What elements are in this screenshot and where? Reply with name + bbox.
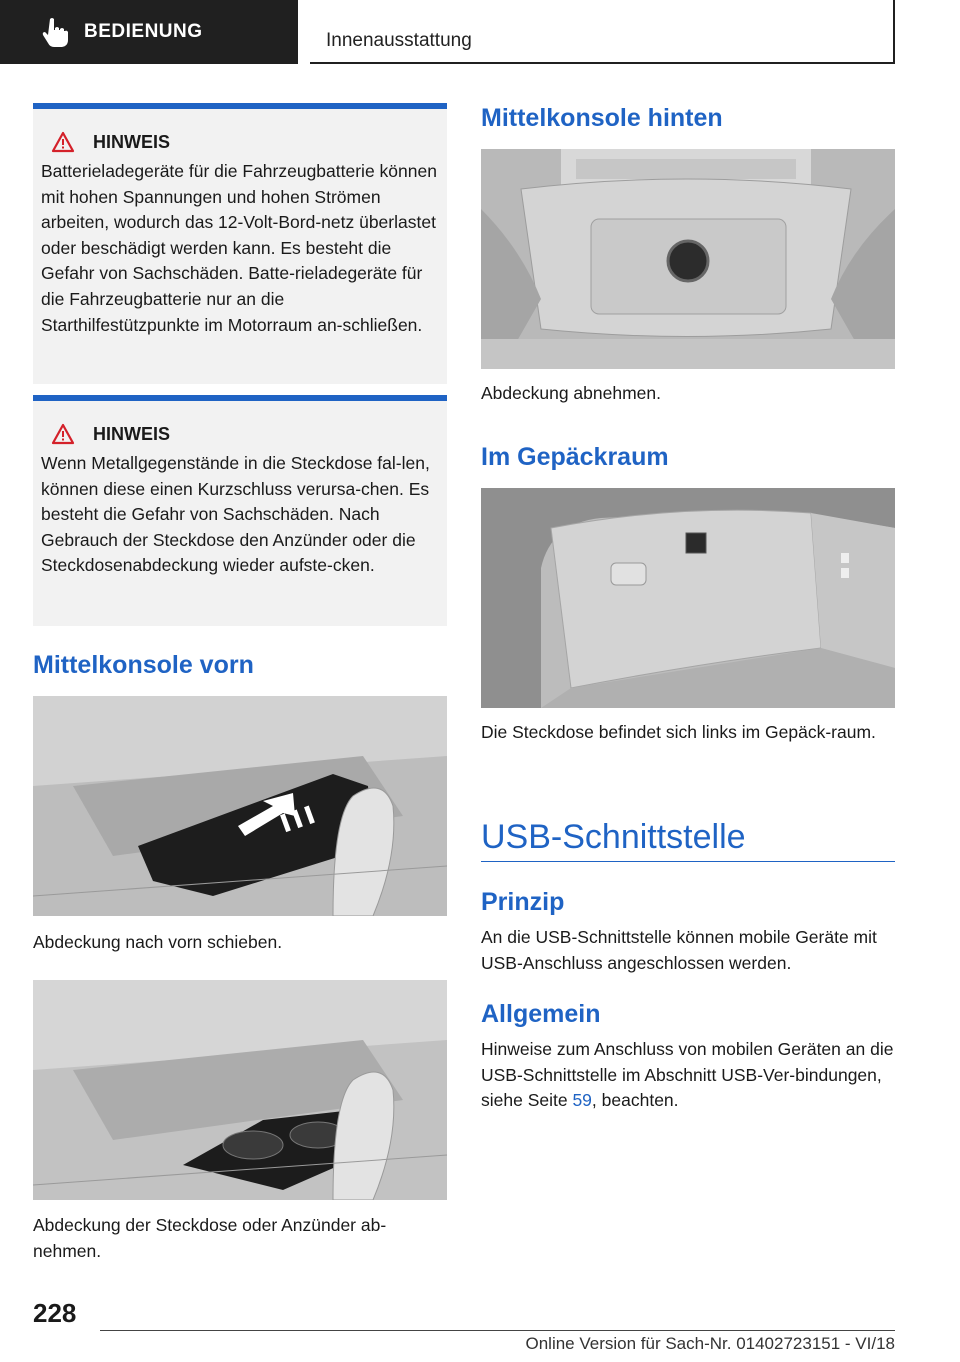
footer-version: Online Version für Sach-Nr. 01402723151 - VI/18	[525, 1334, 895, 1353]
warning-note-1	[33, 103, 447, 384]
caption-luggage: Die Steckdose befindet sich links im Gepäck-raum.	[481, 722, 876, 742]
warning-note-2	[33, 395, 447, 626]
hand-pointer-icon	[38, 15, 72, 49]
heading-allgemein: Allgemein	[481, 1000, 601, 1028]
warning-triangle-icon	[51, 423, 75, 445]
section-header	[0, 0, 298, 64]
photo-front-console-socket	[33, 980, 447, 1200]
caption-front-2: Abdeckung der Steckdose oder Anzünder ab-nehmen.	[33, 1215, 387, 1261]
photo-rear-console	[481, 149, 895, 369]
topic-header	[310, 0, 895, 64]
note-title: HINWEIS	[93, 423, 171, 444]
section-title: BEDIENUNG	[84, 21, 203, 42]
chapter-rule	[481, 861, 895, 862]
heading-mittelkonsole-hinten: Mittelkonsole hinten	[481, 104, 723, 132]
chapter-title: USB-Schnittstelle	[481, 818, 746, 856]
caption-rear: Abdeckung abnehmen.	[481, 383, 661, 403]
photo-front-console-sliding-cover	[33, 696, 447, 916]
heading-im-gepaeckraum: Im Gepäckraum	[481, 443, 669, 471]
note-text: Wenn Metallgegenstände in die Steckdose fal-len, können diese einen Kurzschluss verursa-chen. Es besteht die Gefahr von Sachschäden. Nach Gebrauch der Steckdose den Anzünder oder die Steckdosenabdeckung wieder aufste-cken.	[41, 453, 430, 576]
page-reference-link[interactable]: 59	[572, 1090, 592, 1111]
page-number: 228	[33, 1298, 77, 1328]
caption-front-1: Abdeckung nach vorn schieben.	[33, 932, 283, 952]
warning-triangle-icon	[51, 131, 75, 153]
text-allgemein: Hinweise zum Anschluss von mobilen Geräten an die USB-Schnittstelle im Abschnitt USB-Ver-bindungen, siehe Seite 59, beachten.	[481, 1039, 894, 1111]
heading-mittelkonsole-vorn: Mittelkonsole vorn	[33, 651, 254, 679]
footer-rule	[100, 1330, 895, 1331]
note-title: HINWEIS	[93, 131, 171, 152]
note-text: Batterieladegeräte für die Fahrzeugbatterie können mit hohen Spannungen und hohen Strömen arbeiten, wodurch das 12-Volt-Bord-netz überlastet oder beschädigt werden kann. Es besteht die Gefahr von Sachschäden. Batte-rieladegeräte für die Fahrzeugbatterie nur an die Starthilfestützpunkte im Motorraum an-schließen.	[41, 161, 437, 335]
heading-prinzip: Prinzip	[481, 888, 565, 916]
photo-luggage-compartment	[481, 488, 895, 708]
topic-title: Innenausstattung	[326, 30, 472, 51]
text-prinzip: An die USB-Schnittstelle können mobile Geräte mit USB-Anschluss angeschlossen werden.	[481, 927, 877, 973]
